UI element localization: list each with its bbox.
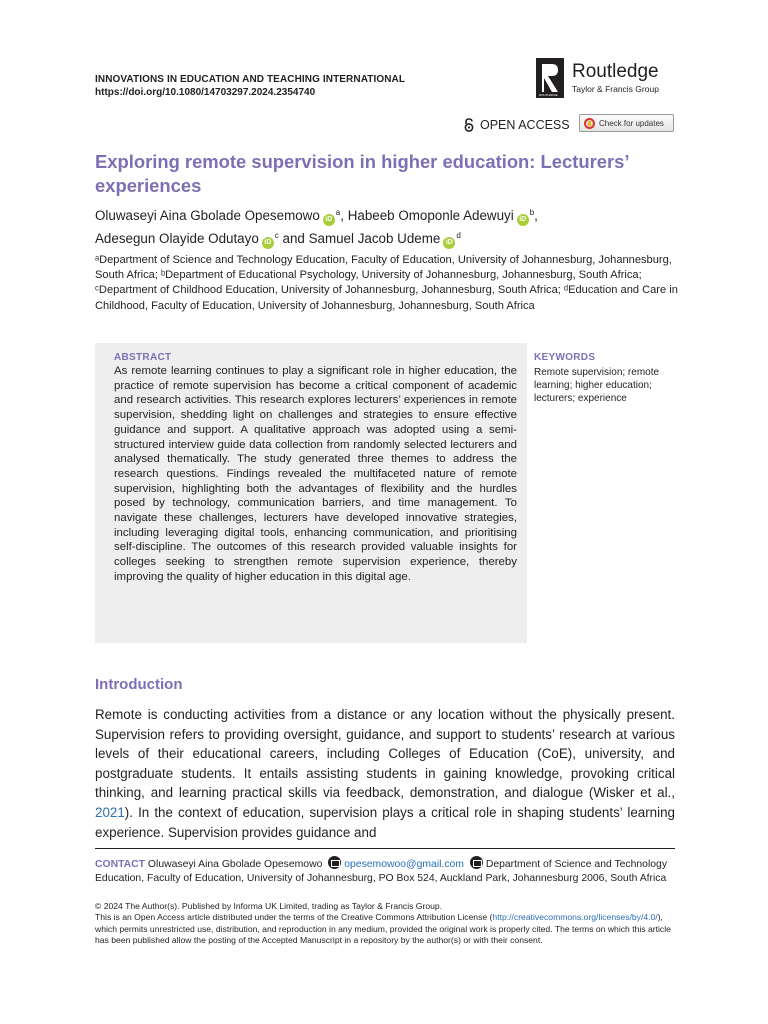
author-separator: , (340, 208, 348, 223)
contact-info (95, 856, 680, 886)
publisher-name: Routledge (572, 61, 659, 82)
author-affiliation-mark: c (274, 231, 279, 240)
routledge-mark-text: ROUTLEDGE (539, 93, 558, 97)
open-lock-icon (463, 118, 475, 132)
email-icon (328, 856, 341, 869)
contact-label: CONTACT (95, 859, 146, 870)
introduction-text (95, 705, 675, 842)
orcid-icon[interactable]: iD (262, 237, 274, 249)
copyright-line: © 2024 The Author(s). Published by Informa UK Limited, trading as Taylor & Francis Group. (95, 901, 443, 911)
abstract-text: As remote learning continues to play a significant role in higher education, the practice of remote supervision has become a critical component of academic and research activities. This research explores lecturers’ experiences in remote supervision, shedding light on challenges and strategies to ensure effective guidance and support. A qualitative approach was adopted using a semi-structured interview guide data collection from randomly selected lecturers and analysed thematically. The study generated three themes to address the research questions. Findings revealed the multifaceted nature of remote supervision, highlighting both the advantages of flexibility and the hurdles posed by technology, communication barriers, and time management. To navigate these challenges, lecturers have developed innovative strategies, including leveraging digital tools, enhancing communication, and prioritising self-discipline. The outcomes of this research provided valuable insights for colleges seeking to strengthen remote supervision experience, thereby improving the quality of higher education in this digital age. (114, 365, 517, 583)
contact-address: Department of Science and Technology Education, Faculty of Education, University of Johannesburg, PO Box 524, Auckland Park, Johannesburg 2006, South Africa (95, 859, 668, 884)
license-link[interactable]: http://creativecommons.org/licenses/by/4.0/ (492, 912, 658, 923)
author-affiliation-mark: d (456, 231, 461, 240)
publisher-subtitle: Taylor & Francis Group (572, 84, 659, 94)
keywords-heading: KEYWORDS (534, 352, 596, 363)
license-text-part: This is an Open Access article distributed under the terms of the Creative Commons Attribution License ( (95, 912, 493, 923)
orcid-icon[interactable]: iD (443, 237, 455, 249)
footer-divider (95, 848, 675, 849)
introduction-text-part: Remote is conducting activities from a distance or any location without the physically present. Supervision refers to providing oversight, guidance, and support to students’ research at various levels of their educational careers, including Colleges of Education (CoE), university, and postgraduate students. It entails assisting students in gaining knowledge, provoking critical thinking, and learning practical skills via feedback, demonstration, and dialogue (Wisker et al., (95, 707, 675, 801)
open-access-label: OPEN ACCESS (480, 118, 570, 132)
open-access-badge (463, 118, 570, 132)
author-list (95, 203, 695, 249)
license-text-part: ), which permits unrestricted use, distribution, and reproduction in any medium, provided the original work is properly cited. The terms on which this article has been published allow the posting of the Accepted Manuscript in a repository by the author(s) or with their consent. (95, 912, 671, 946)
introduction-heading: Introduction (95, 676, 183, 693)
author-affiliation-mark: a (335, 208, 341, 217)
check-for-updates-label: Check for updates (599, 118, 664, 128)
affiliations: ᵃDepartment of Science and Technology Education, Faculty of Education, University of Johannesburg, Johannesburg, South Africa; ᵇDepartment of Educational Psychology, University of Johannesburg, Johannesburg, South Africa; ᶜDepartment of Childhood Education, University of Johannesburg, Johannesburg, South Africa; ᵈEducation and Care in Childhood, Faculty of Education, University of Johannesburg, Johannesburg, South Africa (95, 254, 678, 312)
keywords-text: Remote supervision; remote learning; higher education; lecturers; experience (534, 367, 660, 404)
abstract-heading: ABSTRACT (114, 352, 172, 363)
author-separator: and (278, 231, 309, 246)
orcid-icon[interactable]: iD (323, 214, 335, 226)
routledge-mark-icon (536, 58, 564, 98)
author-separator: , (534, 208, 538, 223)
abstract-box (95, 343, 527, 643)
doi-link[interactable]: https://doi.org/10.1080/14703297.2024.2354740 (95, 87, 316, 98)
address-icon (470, 856, 483, 869)
crossmark-icon (584, 118, 595, 129)
contact-email-link[interactable]: opesemowoo@gmail.com (344, 859, 464, 870)
journal-name: INNOVATIONS IN EDUCATION AND TEACHING INTERNATIONAL (95, 74, 406, 85)
publisher-logo (536, 58, 686, 100)
author-name[interactable]: Adesegun Olayide Odutayo (95, 231, 259, 246)
introduction-text-part: ). In the context of education, supervision plays a critical role in shaping students’ learning experience. Supervision provides guidance and (95, 804, 675, 840)
license-statement (95, 912, 680, 946)
contact-name: Oluwaseyi Aina Gbolade Opesemowo (147, 859, 323, 870)
copyright-notice (95, 901, 680, 947)
citation-link[interactable]: 2021 (95, 804, 125, 820)
author-name[interactable]: Habeeb Omoponle Adewuyi (347, 208, 514, 223)
orcid-icon[interactable]: iD (517, 214, 529, 226)
author-affiliation-mark: b (529, 208, 535, 217)
author-name[interactable]: Samuel Jacob Udeme (308, 231, 441, 246)
check-for-updates-button[interactable] (579, 114, 674, 132)
author-name[interactable]: Oluwaseyi Aina Gbolade Opesemowo (95, 208, 320, 223)
article-title: Exploring remote supervision in higher education: Lecturers’ experiences (95, 151, 629, 196)
